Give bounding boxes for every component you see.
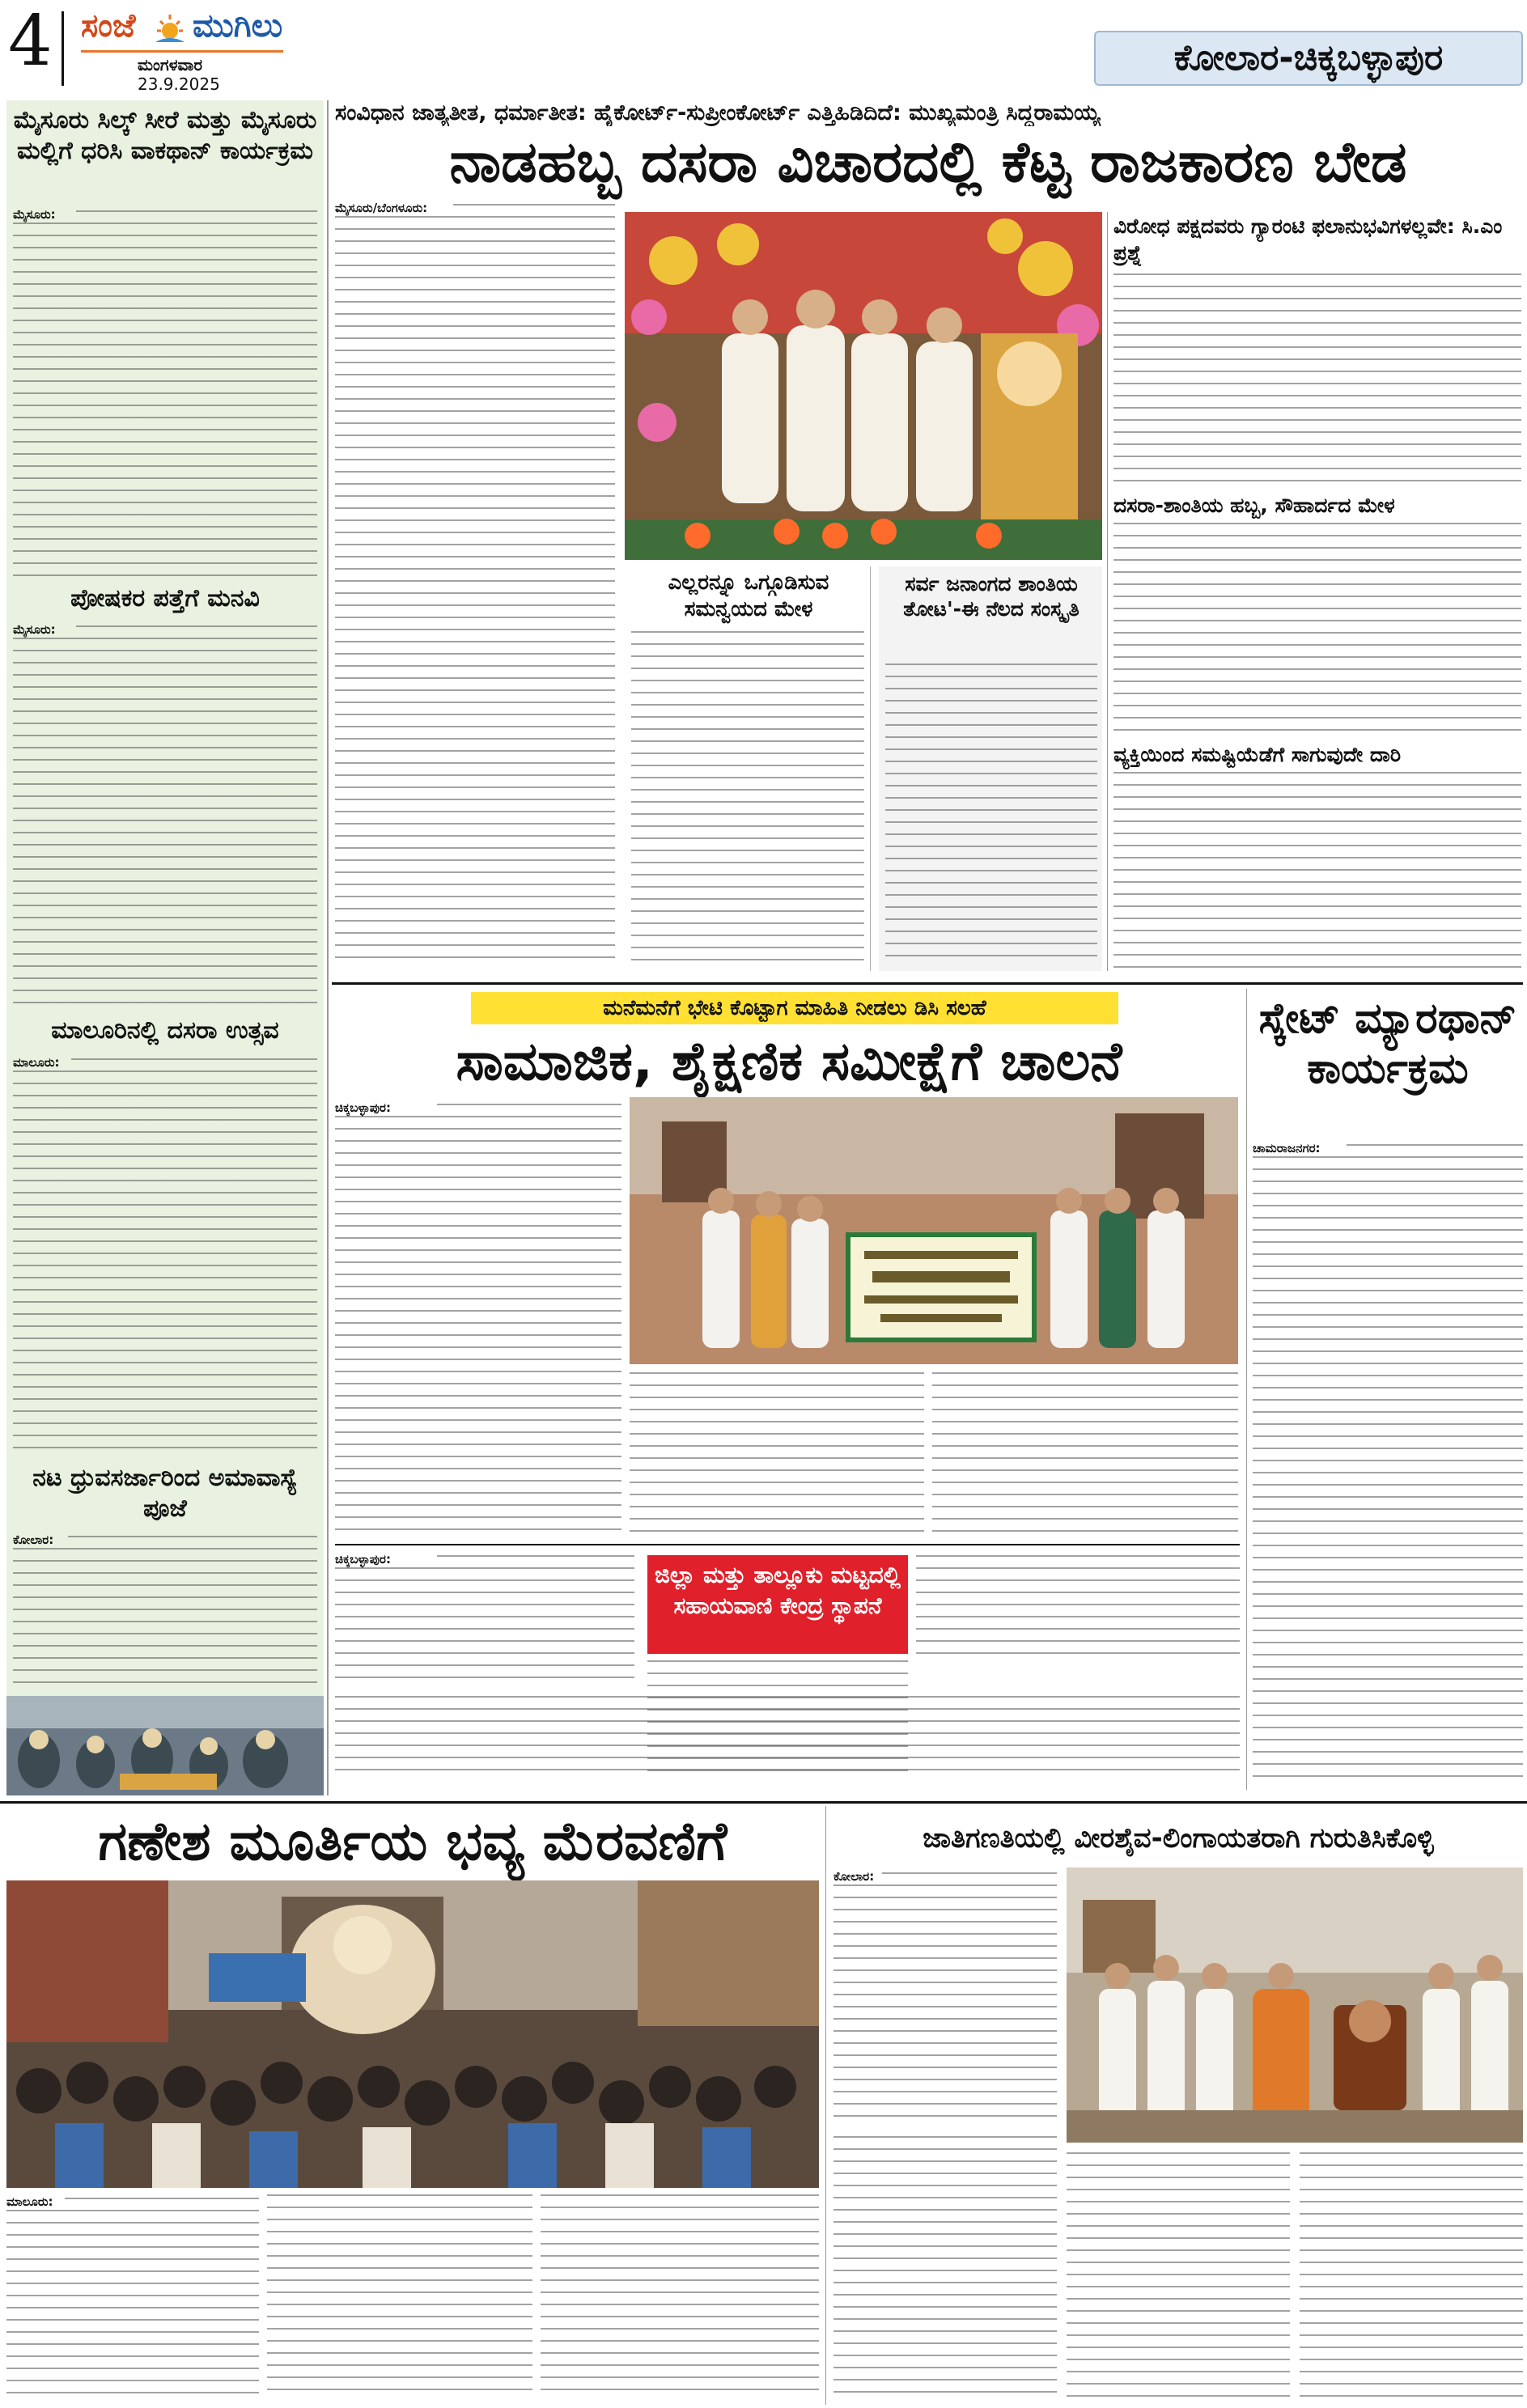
box2 xyxy=(879,566,1102,971)
caste-meeting-photo xyxy=(1067,1867,1523,2143)
survey-dateline: ಚಿಕ್ಕಬಳ್ಳಾಪುರ: xyxy=(335,1100,391,1115)
story3-body xyxy=(71,1058,317,1070)
skate-dateline: ಚಾಮರಾಜನಗರ: xyxy=(1253,1141,1321,1155)
ganesha-body-col2 xyxy=(267,2194,532,2400)
story2-body xyxy=(76,625,317,637)
story1-body xyxy=(76,210,317,222)
paper-name-part1: ಸಂಜೆ xyxy=(81,7,136,45)
story3-body-2 xyxy=(13,1070,317,1459)
lead-dateline: ಮೈಸೂರು/ಬೆಂಗಳೂರು: xyxy=(335,201,428,215)
left-column xyxy=(6,100,324,1795)
story4-dateline: ಕೋಲಾರ: xyxy=(13,1533,54,1547)
lead-bottom-rule xyxy=(332,982,1523,985)
lead-body-col1 xyxy=(335,216,615,964)
ganesha-body-col3 xyxy=(541,2194,819,2400)
box2-body xyxy=(885,663,1097,963)
story1-dateline: ಮೈಸೂರು: xyxy=(13,207,56,222)
survey-body-col2 xyxy=(630,1372,924,1534)
caste-body-col1-lower xyxy=(833,2136,1057,2400)
ganesha-body-a xyxy=(65,2198,259,2209)
caste-dateline: ಕೋಲಾರ: xyxy=(833,1869,875,1884)
masthead-date: 23.9.2025 xyxy=(138,74,220,94)
masthead-divider xyxy=(81,50,283,53)
ganesha-dateline: ಮಾಲೂರು: xyxy=(6,2194,53,2209)
ganesha-procession-photo xyxy=(6,1880,819,2188)
page-number: 4 xyxy=(8,1,53,82)
story2-body-2 xyxy=(13,638,317,1011)
lead-body-col1-a xyxy=(453,204,615,215)
story2-dateline: ಮೈಸೂರು: xyxy=(13,622,56,637)
lead-sub3: ವ್ಯಕ್ತಿಯಿಂದ ಸಮಷ್ಟಿಯೆಡೆಗೆ ಸಾಗುವುದೇ ದಾರಿ xyxy=(1113,743,1402,766)
story1-body-2 xyxy=(13,223,317,579)
box1-title: ಎಲ್ಲರನ್ನೂ ಒಗ್ಗೂಡಿಸುವ ಸಮನ್ವಯದ ಮೇಳ xyxy=(668,570,829,621)
survey-body2-col1-a xyxy=(437,1555,634,1566)
lead-sub1-body xyxy=(1113,273,1521,487)
survey-body-col1-a xyxy=(437,1104,621,1115)
lead-sub1: ವಿರೋಧ ಪಕ್ಷದವರು ಗ್ಯಾರಂಟಿ ಫಲಾನುಭವಿಗಳಲ್ಲವೇ: ಸಿ.ಎಂ ಪ್ರಶ್ನೆ xyxy=(1113,214,1503,265)
ganesha-headline: ಗಣೇಶ ಮೂರ್ತಿಯ ಭವ್ಯ ಮೆರವಣಿಗೆ xyxy=(98,1810,727,1872)
page-number-rule xyxy=(62,11,64,86)
story2-headline: ಪೋಷಕರ ಪತ್ತೆಗೆ ಮನವಿ xyxy=(70,584,260,613)
masthead-weekday: ಮಂಗಳವಾರ xyxy=(138,55,203,74)
story4-headline: ನಟ ಧ್ರುವಸರ್ಜಾರಿಂದ ಅಮಾವಾಸ್ಯೆ ಪೂಜೆ xyxy=(32,1464,298,1523)
caste-body-col3 xyxy=(1300,2152,1523,2400)
survey-launch-photo xyxy=(630,1097,1238,1364)
survey-kicker: ಮನೆಮನೆಗೆ ಭೇಟಿ ಕೊಟ್ಟಾಗ ಮಾಹಿತಿ ನೀಡಲು ಡಿಸಿ ಸಲಹೆ xyxy=(471,992,1118,1024)
puja-photo xyxy=(6,1696,324,1795)
survey-body-col1 xyxy=(335,1116,621,1537)
sun-logo-icon xyxy=(152,11,188,47)
story4-body-2 xyxy=(13,1548,317,1689)
survey-dateline2: ಚಿಕ್ಕಬಳ್ಳಾಪುರ: xyxy=(335,1552,391,1566)
lower-section-rule xyxy=(0,1801,1527,1804)
survey-body2-wide xyxy=(335,1696,1240,1777)
story3-headline: ಮಾಲೂರಿನಲ್ಲಿ ದಸರಾ ಉತ್ಸವ xyxy=(51,1016,279,1045)
caste-left-rule xyxy=(825,1806,826,2405)
skate-body-a xyxy=(1347,1144,1523,1155)
paper-name-part2: ಮುಗಿಲು xyxy=(193,7,283,45)
skate-headline: ಸ್ಕೇಟ್ ಮ್ಯಾರಥಾನ್ ಕಾರ್ಯಕ್ರಮ xyxy=(1258,994,1517,1094)
ganesha-body-col1 xyxy=(6,2210,259,2400)
skate-left-rule xyxy=(1246,989,1247,1790)
skate-body xyxy=(1253,1156,1523,1787)
lead-kicker: ಸಂವಿಧಾನ ಜಾತ್ಯತೀತ, ಧರ್ಮಾತೀತ: ಹೈಕೋರ್ಟ್-ಸುಪ್ರೀಂಕೋರ್ಟ್ ಎತ್ತಿಹಿಡಿದಿದೆ: ಮುಖ್ಯಮಂತ್ರಿ ಸಿದ್ದರಾಮಯ್ಯ xyxy=(335,100,1101,125)
lead-right-rule xyxy=(1107,212,1108,971)
box1-body xyxy=(631,631,864,963)
left-column-rule xyxy=(327,100,329,1795)
masthead xyxy=(0,0,1527,95)
story4-body xyxy=(68,1536,317,1547)
survey-body2-col1 xyxy=(335,1567,634,1689)
caste-headline: ಜಾತಿಗಣತಿಯಲ್ಲಿ ವೀರಶೈವ-ಲಿಂಗಾಯತರಾಗಿ ಗುರುತಿಸಿಕೊಳ್ಳಿ xyxy=(923,1822,1434,1855)
caste-body-a xyxy=(882,1872,1057,1884)
box2-title: ಸರ್ವ ಜನಾಂಗದ ಶಾಂತಿಯ ತೋಟ'-ಈ ನೆಲದ ಸಂಸ್ಕೃತಿ xyxy=(903,572,1080,621)
lead-sub3-body xyxy=(1113,772,1521,971)
story1-headline: ಮೈಸೂರು ಸಿಲ್ಕ್ ಸೀರೆ ಮತ್ತು ಮೈಸೂರು ಮಲ್ಲಿಗೆ ಧರಿಸಿ ವಾಕಥಾನ್ ಕಾರ್ಯಕ್ರಮ xyxy=(13,106,317,165)
box1 xyxy=(625,566,871,971)
survey-mid-rule xyxy=(335,1544,1240,1545)
survey-body-col3 xyxy=(932,1372,1238,1534)
survey-headline: ಸಾಮಾಜಿಕ, ಶೈಕ್ಷಣಿಕ ಸಮೀಕ್ಷೆಗೆ ಚಾಲನೆ xyxy=(456,1030,1122,1092)
region-banner: ಕೋಲಾರ-ಚಿಕ್ಕಬಳ್ಳಾಪುರ xyxy=(1094,31,1523,86)
lead-sub2: ದಸರಾ-ಶಾಂತಿಯ ಹಬ್ಬ, ಸೌಹಾರ್ದದ ಮೇಳ xyxy=(1113,494,1395,517)
dasara-inauguration-photo xyxy=(625,212,1102,560)
caste-body-col2 xyxy=(1067,2152,1290,2400)
caste-body-col1 xyxy=(833,1884,1057,2127)
story3-dateline: ಮಾಲೂರು: xyxy=(13,1055,60,1070)
helpline-box: ಜಿಲ್ಲಾ ಮತ್ತು ತಾಲ್ಲೂಕು ಮಟ್ಟದಲ್ಲಿ ಸಹಾಯವಾಣಿ ಕೇಂದ್ರ ಸ್ಥಾಪನೆ xyxy=(647,1555,908,1654)
lead-sub2-body xyxy=(1113,523,1521,736)
survey-body2-col3 xyxy=(916,1555,1240,1660)
lead-headline: ನಾಡಹಬ್ಬ ದಸರಾ ವಿಚಾರದಲ್ಲಿ ಕೆಟ್ಟ ರಾಜಕಾರಣ ಬೇಡ xyxy=(449,129,1407,195)
